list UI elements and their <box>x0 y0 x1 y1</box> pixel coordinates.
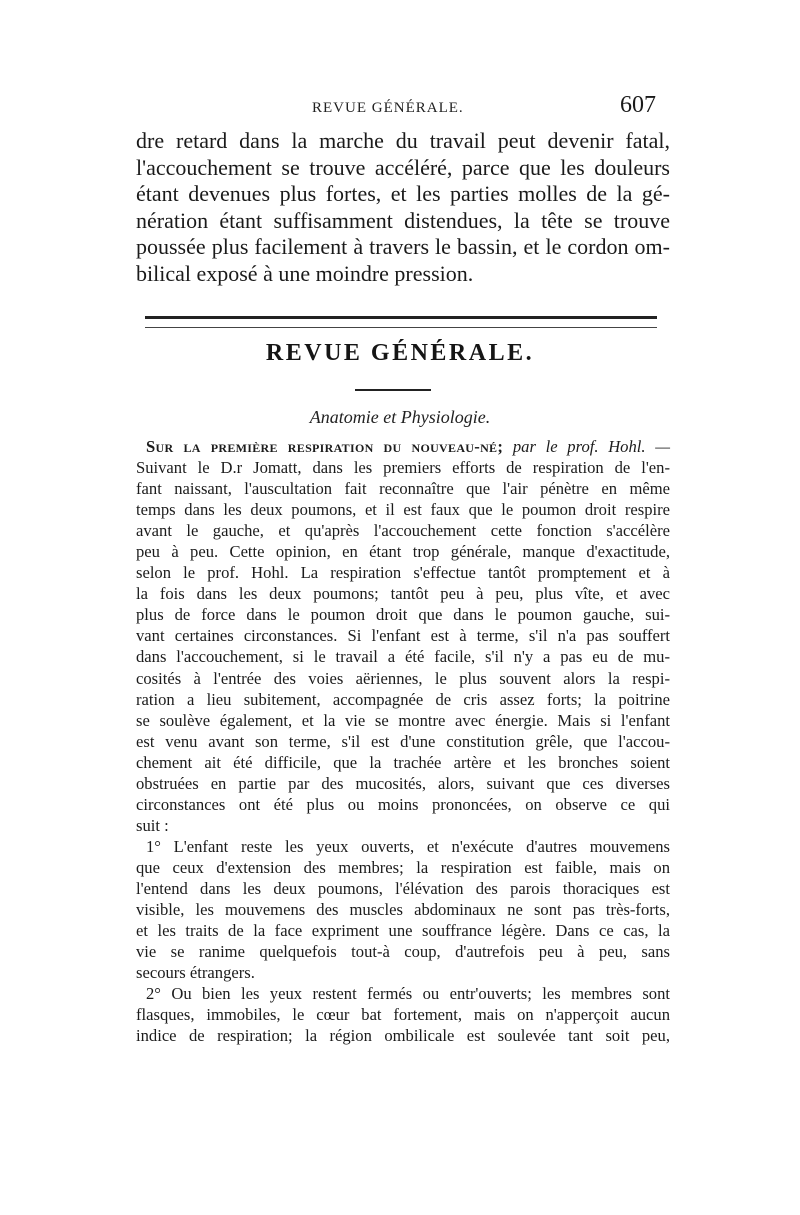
text-line: circonstances ont été plus ou moins prononcées, on observe ce qui <box>136 794 670 814</box>
text-line: flasques, immobiles, le cœur bat fortement, mais on n'apperçoit aucun <box>136 1005 670 1025</box>
text-line: se soulève également, et la vie se montre avec énergie. Mais si l'enfant <box>136 710 670 730</box>
text-line: suit : <box>136 815 169 835</box>
text-line: plus de force dans le poumon droit que dans le poumon gauche, sui- <box>136 605 670 625</box>
page-number: 607 <box>620 92 656 118</box>
text-line: ration a lieu subitement, accompagnée de cris assez forts; la poitrine <box>136 689 670 709</box>
text-line: cosités à l'entrée des voies aëriennes, le plus souvent alors la respi- <box>136 668 670 688</box>
text-line: est venu avant son terme, s'il est d'une constitution grêle, que l'accou- <box>136 731 670 751</box>
text-line: peu à peu. Cette opinion, en étant trop générale, manque d'exactitude, <box>136 542 670 562</box>
subsection-title: Anatomie et Physiologie. <box>309 407 491 427</box>
section-divider <box>145 316 657 328</box>
text-line: 2° Ou bien les yeux restent fermés ou entr'ouverts; les membres sont <box>146 984 670 1004</box>
text-line: selon le prof. Hohl. La respiration s'effectue tantôt promptement et à <box>136 563 670 583</box>
text-line: temps dans les deux poumons, et il est faux que le poumon droit respire <box>136 500 670 520</box>
title-underline <box>355 389 431 391</box>
text-line: poussée plus facilement à travers le bassin, et le cordon om- <box>136 234 670 259</box>
text-line: fant naissant, l'auscultation fait reconnaître que l'air pénètre en même <box>136 479 670 499</box>
article-heading: Sur la première respiration du nouveau-né; <box>146 437 504 456</box>
text-line: que ceux d'extension des membres; la respiration est faible, mais on <box>136 857 670 877</box>
text-line: bilical exposé à une moindre pression. <box>136 260 474 286</box>
text-line: vant certaines circonstances. Si l'enfant est à terme, s'il n'a pas souffert <box>136 626 670 646</box>
text-line: Suivant le D.r Jomatt, dans les premiers efforts de respiration de l'en- <box>136 458 670 478</box>
text-line: obstruées en partie par des mucosités, alors, suivant que ces diverses <box>136 773 670 793</box>
running-head: REVUE GÉNÉRALE. <box>312 100 464 116</box>
text-line: étant devenues plus fortes, et les parties molles de la gé- <box>136 181 670 206</box>
text-line: la fois dans les deux poumons; tantôt peu à peu, plus vîte, et avec <box>136 584 670 604</box>
text-line: dans l'accouchement, si le travail a été facile, s'il n'y a pas eu de mu- <box>136 647 670 667</box>
article-body <box>136 436 670 1046</box>
text-line: indice de respiration; la région ombilicale est soulevée tant soit peu, <box>136 1026 670 1046</box>
text-line: 1° L'enfant reste les yeux ouverts, et n'exécute d'autres mouvemens <box>146 836 670 856</box>
text-line: vie se ranime quelquefois tout-à coup, d'autrefois peu à peu, sans <box>136 942 670 962</box>
text-line: et les traits de la face expriment une souffrance légère. Dans ce cas, la <box>136 921 670 941</box>
text-line: avant le gauche, et qu'après l'accouchement cette fonction s'accélère <box>136 521 670 541</box>
section-title: REVUE GÉNÉRALE. <box>265 340 535 366</box>
article-author: par le prof. Hohl. — <box>503 437 670 456</box>
text-line: chement ait été difficile, que la trachée artère et les bronches soient <box>136 752 670 772</box>
text-line: l'accouchement se trouve accéléré, parce que les douleurs <box>136 154 670 180</box>
text-line: l'entend dans les deux poumons, l'élévation des parois thoraciques est <box>136 878 670 898</box>
text-line: dre retard dans la marche du travail peut devenir fatal, <box>136 128 670 153</box>
article-lead-line <box>136 436 670 457</box>
text-line: visible, les mouvemens des muscles abdominaux ne sont pas très-forts, <box>136 900 670 920</box>
continuation-paragraph <box>136 128 670 287</box>
text-line: secours étrangers. <box>136 963 255 983</box>
text-line: nération étant suffisamment distendues, la tête se trouve <box>136 207 670 233</box>
